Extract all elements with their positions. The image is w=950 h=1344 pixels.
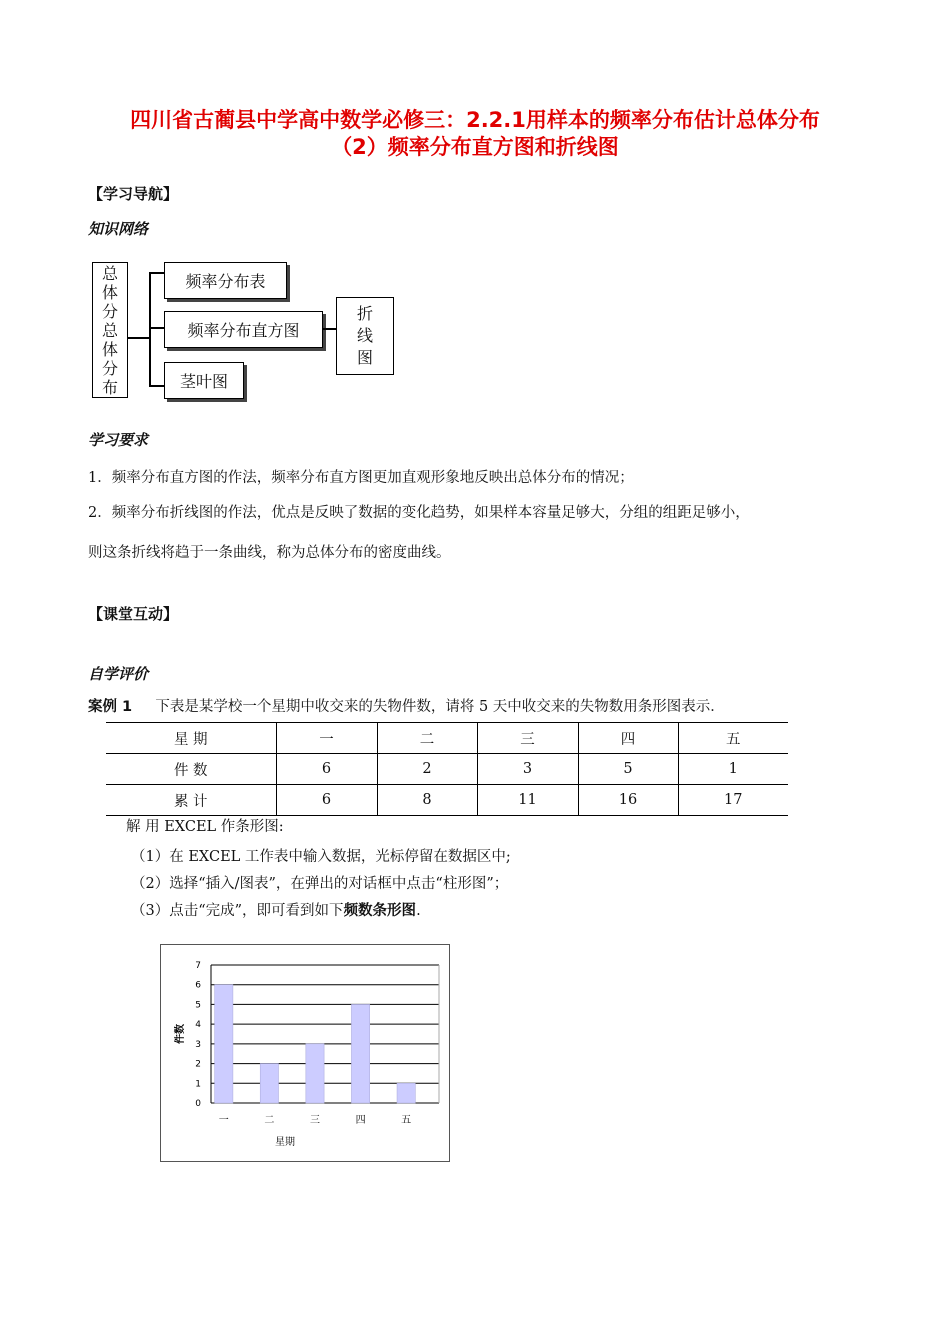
bar-chart [161, 945, 449, 1161]
table-cell: 二 [377, 723, 477, 754]
x-tick-label: 四 [355, 1115, 366, 1126]
table-cell: 3 [477, 754, 578, 785]
table-cell: 8 [377, 785, 477, 816]
y-tick-label: 6 [195, 980, 201, 991]
table-cell: 17 [678, 785, 788, 816]
table-cell: 五 [678, 723, 788, 754]
connector-line [149, 385, 165, 387]
bar [260, 1064, 278, 1103]
section-classroom: 【课堂互动】 [88, 605, 179, 623]
solution-step-1: （1）在 EXCEL 工作表中输入数据，光标停留在数据区中; [131, 849, 511, 865]
y-axis-label: 件数 [175, 1024, 186, 1044]
y-tick-label: 4 [195, 1020, 201, 1031]
doc-title-line1: 四川省古蔺县中学高中数学必修三：2.2.1用样本的频率分布估计总体分布 [130, 108, 820, 132]
bar-chart-frame [160, 944, 450, 1162]
connector-line [149, 272, 151, 386]
table-cell: 四 [578, 723, 678, 754]
bar [306, 1044, 324, 1103]
case1-label: 案例 1 [88, 699, 133, 715]
diagram-box-histogram: 频率分布直方图 [164, 311, 323, 348]
table-cell: 1 [678, 754, 788, 785]
y-tick-label: 0 [195, 1099, 201, 1109]
requirement-item-2-line1: 2．频率分布折线图的作法，优点是反映了数据的变化趋势，如果样本容量足够大，分组的组距足够小， [88, 505, 750, 521]
solution-step-3-period: . [416, 903, 421, 919]
case1-text: 下表是某学校一个星期中收交来的失物件数，请将 5 天中收交来的失物数用条形图表示． [155, 699, 725, 715]
table-row [106, 785, 788, 816]
diagram-root-char: 布 [101, 377, 118, 397]
connector-line [149, 272, 165, 274]
lost-items-table [106, 722, 788, 816]
diagram-right-char: 折 [356, 304, 373, 323]
x-axis-label: 星期 [275, 1137, 295, 1148]
table-cell: 16 [578, 785, 678, 816]
doc-title-line2: （2）频率分布直方图和折线图 [331, 135, 619, 159]
diagram-right-char: 线 [356, 326, 373, 345]
y-tick-label: 7 [195, 961, 201, 971]
solution-step-2: （2）选择“插入/图表”，在弹出的对话框中点击“柱形图”； [131, 876, 509, 892]
y-tick-label: 3 [195, 1039, 201, 1050]
table-row [106, 723, 788, 754]
connector-line [323, 328, 337, 330]
table-cell: 累 计 [106, 785, 276, 816]
table-cell: 星 期 [106, 723, 276, 754]
diagram-box-line-chart [336, 297, 394, 375]
case1-paragraph [88, 695, 725, 716]
diagram-root-box [92, 262, 128, 398]
x-tick-label: 五 [401, 1115, 412, 1126]
diagram-root-char: 分 [101, 358, 118, 378]
diagram-root-char: 体 [101, 339, 118, 359]
table-cell: 2 [377, 754, 477, 785]
diagram-root-char: 总 [101, 320, 118, 340]
bar [397, 1083, 415, 1103]
requirement-item-1: 1．频率分布直方图的作法，频率分布直方图更加直观形象地反映出总体分布的情况； [88, 470, 634, 486]
diagram-box-frequency-table: 频率分布表 [164, 262, 287, 299]
y-tick-label: 2 [195, 1059, 201, 1070]
table-row [106, 754, 788, 785]
section-requirements: 学习要求 [88, 431, 149, 449]
table-cell: 一 [276, 723, 377, 754]
x-tick-label: 一 [218, 1115, 229, 1126]
diagram-box-stem-leaf: 茎叶图 [164, 362, 244, 399]
y-tick-label: 1 [195, 1079, 201, 1090]
y-tick-label: 5 [195, 1000, 201, 1011]
diagram-root-char: 体 [101, 282, 118, 302]
solution-step-3 [131, 899, 421, 920]
requirement-item-2-line2: 则这条折线将趋于一条曲线，称为总体分布的密度曲线。 [88, 545, 451, 561]
table-cell: 6 [276, 754, 377, 785]
connector-line [149, 327, 165, 329]
solution-intro: 解 用 EXCEL 作条形图: [126, 819, 284, 835]
diagram-root-char: 总 [101, 263, 118, 283]
section-guide: 【学习导航】 [88, 185, 179, 203]
connector-line [128, 337, 150, 339]
table-cell: 件 数 [106, 754, 276, 785]
solution-step-3-bold: 频数条形图 [343, 903, 417, 919]
bar [215, 985, 233, 1103]
x-tick-label: 三 [309, 1115, 320, 1126]
diagram-root-char: 分 [101, 301, 118, 321]
section-self-eval: 自学评价 [88, 665, 149, 683]
section-knowledge-network: 知识网络 [88, 220, 149, 238]
diagram-right-char: 图 [356, 348, 373, 367]
table-cell: 三 [477, 723, 578, 754]
x-tick-label: 二 [264, 1115, 275, 1126]
table-cell: 5 [578, 754, 678, 785]
bar [351, 1004, 369, 1103]
table-cell: 6 [276, 785, 377, 816]
table-cell: 11 [477, 785, 578, 816]
solution-step-3-text: （3）点击“完成”，即可看到如下 [131, 903, 344, 919]
